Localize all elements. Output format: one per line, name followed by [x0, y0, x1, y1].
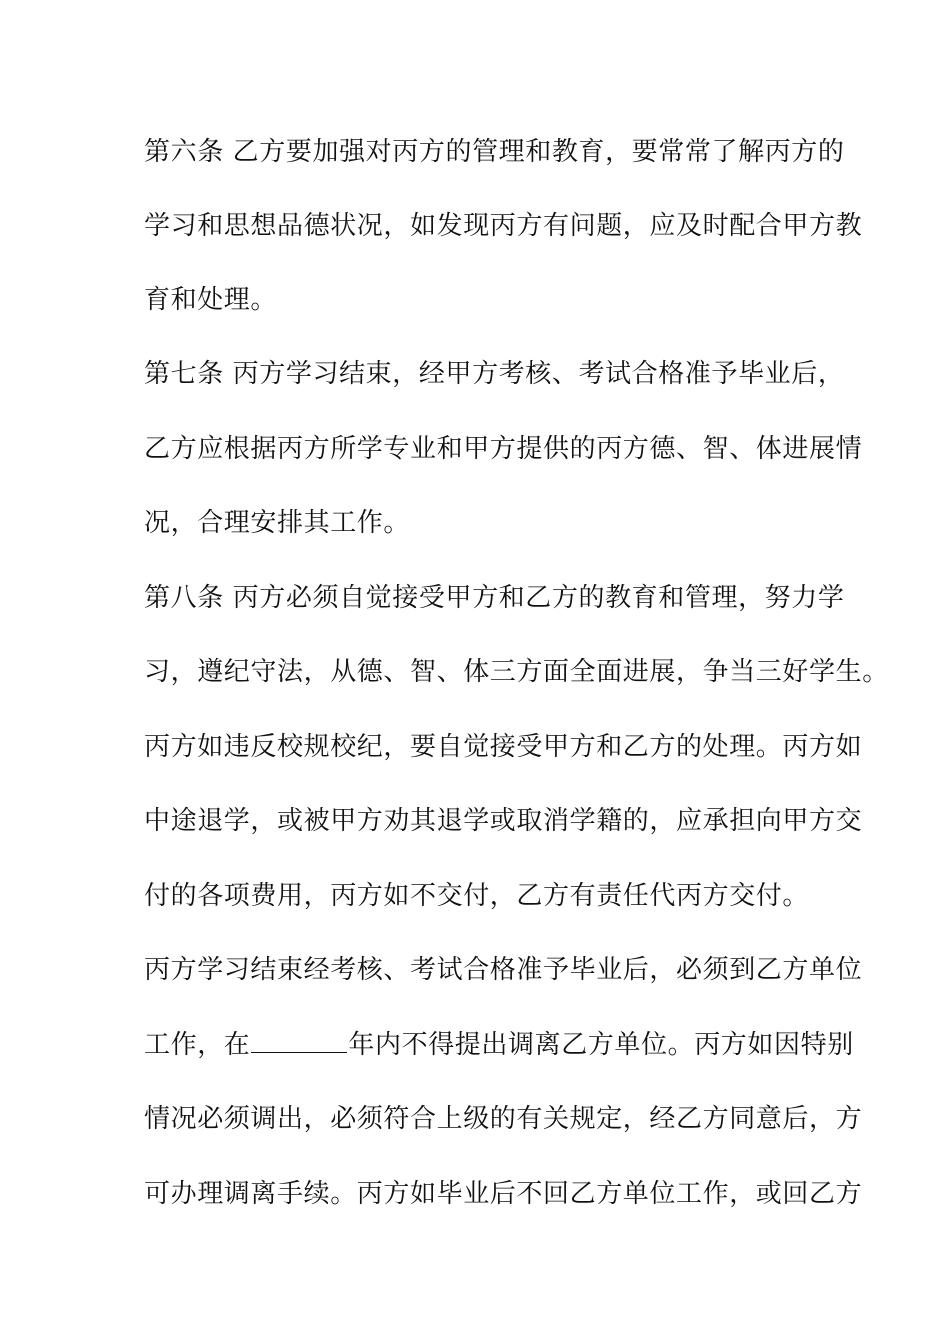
paragraph-line: 可办理调离手续。丙方如毕业后不回乙方单位工作，或回乙方	[144, 1179, 863, 1209]
paragraph-line: 丙方如违反校规校纪，要自觉接受甲方和乙方的处理。丙方如	[144, 732, 863, 762]
paragraph-line: 习，遵纪守法，从德、智、体三方面全面进展，争当三好学生。	[144, 657, 889, 687]
paragraph-line: 中途退学，或被甲方劝其退学或取消学籍的，应承担向甲方交	[144, 806, 863, 836]
paragraph-line: 育和处理。	[144, 285, 278, 315]
blank-line-prefix: 工作，在	[144, 1030, 251, 1060]
paragraph-line: 乙方应根据丙方所学专业和甲方提供的丙方德、智、体进展情	[144, 434, 863, 464]
paragraph-line-with-blank	[144, 1029, 854, 1061]
blank-line-suffix: 年内不得提出调离乙方单位。丙方如因特别	[348, 1030, 854, 1060]
paragraph-line: 学习和思想品德状况，如发现丙方有问题，应及时配合甲方教	[144, 211, 863, 241]
paragraph-line: 第六条 乙方要加强对丙方的管理和教育，要常常了解丙方的	[144, 137, 845, 167]
paragraph-line: 况，合理安排其工作。	[144, 508, 411, 538]
paragraph-line: 第七条 丙方学习结束，经甲方考核、考试合格准予毕业后，	[144, 359, 845, 389]
paragraph-line: 情况必须调出，必须符合上级的有关规定，经乙方同意后，方	[144, 1104, 863, 1134]
paragraph-line: 丙方学习结束经考核、考试合格准予毕业后，必须到乙方单位	[144, 955, 863, 985]
fill-in-blank	[251, 1030, 347, 1053]
paragraph-line: 付的各项费用，丙方如不交付，乙方有责任代丙方交付。	[144, 881, 810, 911]
paragraph-line: 第八条 丙方必须自觉接受甲方和乙方的教育和管理，努力学	[144, 583, 845, 613]
